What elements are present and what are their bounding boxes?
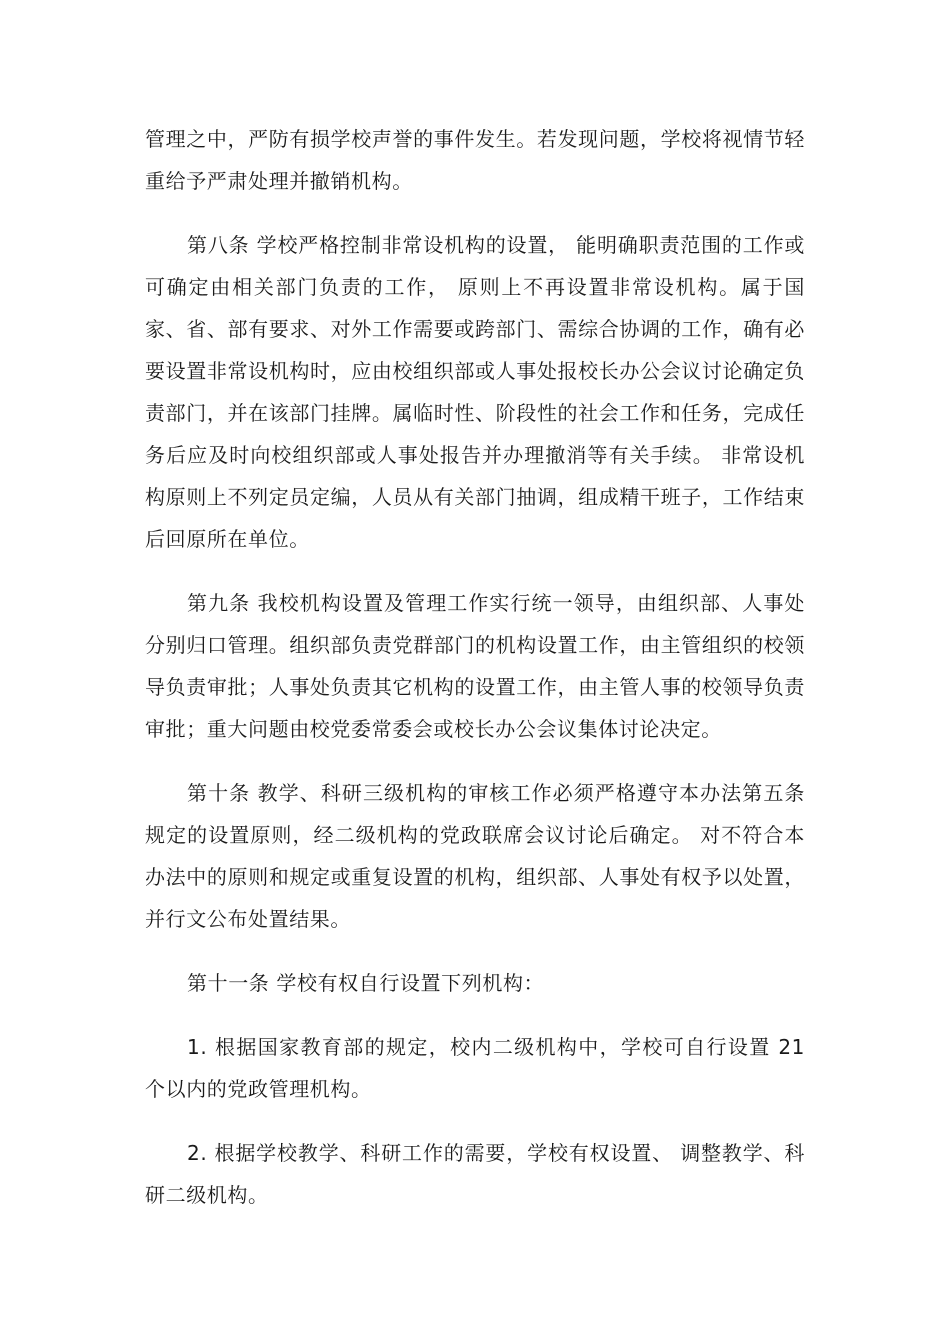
paragraph-item-2: 2. 根据学校教学、科研工作的需要，学校有权设置、 调整教学、科研二级机构。	[145, 1141, 805, 1207]
paragraph-article-11: 第十一条 学校有权自行设置下列机构：	[187, 971, 545, 995]
paragraph-item-1: 1. 根据国家教育部的规定，校内二级机构中，学校可自行设置 21 个以内的党政管理机构。	[145, 1035, 805, 1101]
paragraph-article-9: 第九条 我校机构设置及管理工作实行统一领导，由组织部、人事处分别归口管理。组织部负责党群部门的机构设置工作，由主管组织的校领导负责审批；人事处负责其它机构的设置工作，由主管人事的校领导负责审批；重大问题由校党委常委会或校长办公会议集体讨论决定。	[145, 591, 805, 741]
paragraph-continuation: 管理之中，严防有损学校声誉的事件发生。若发现问题，学校将视情节轻重给予严肃处理并撤销机构。	[145, 127, 805, 193]
paragraph-article-10: 第十条 教学、科研三级机构的审核工作必须严格遵守本办法第五条规定的设置原则，经二级机构的党政联席会议讨论后确定。 对不符合本办法中的原则和规定或重复设置的机构，组织部、人事处有权予以处置，并行文公布处置结果。	[145, 781, 805, 931]
paragraph-article-8: 第八条 学校严格控制非常设机构的设置， 能明确职责范围的工作或可确定由相关部门负责的工作， 原则上不再设置非常设机构。属于国家、省、部有要求、对外工作需要或跨部门、需综合协调的工作，确有必要设置非常设机构时，应由校组织部或人事处报校长办公会议讨论确定负责部门，并在该部门挂牌。属临时性、阶段性的社会工作和任务，完成任务后应及时向校组织部或人事处报告并办理撤消等有关手续。 非常设机构原则上不列定员定编，人员从有关部门抽调，组成精干班子，工作结束后回原所在单位。	[145, 233, 805, 551]
